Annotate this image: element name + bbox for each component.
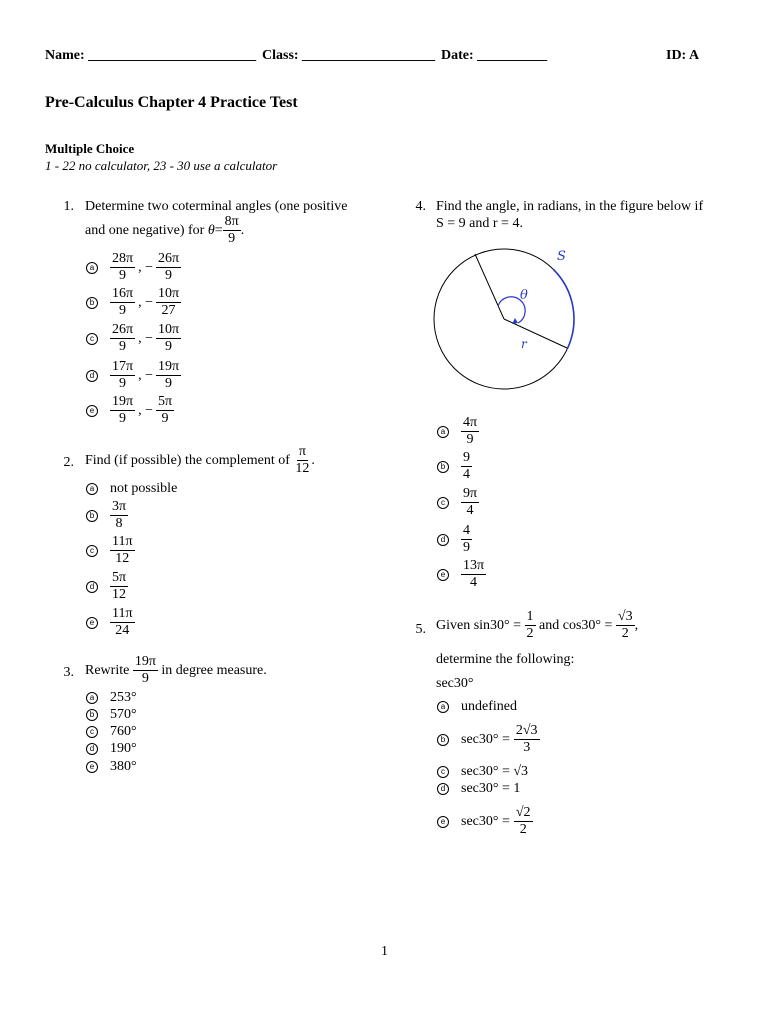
- choice-separator: , −: [138, 294, 153, 310]
- answer-choice-e[interactable]: [110, 607, 135, 638]
- answer-choice-d[interactable]: [110, 571, 128, 602]
- answer-choice-d[interactable]: [461, 781, 520, 797]
- numerator: 11π: [112, 534, 133, 549]
- question-text: [85, 655, 267, 686]
- cos-fraction: [616, 610, 635, 641]
- choice-text: 760°: [110, 724, 137, 739]
- denominator: 9: [228, 231, 236, 246]
- answer-choice-a[interactable]: [110, 252, 181, 283]
- denominator: 4: [463, 467, 470, 482]
- fraction: [156, 395, 174, 426]
- numerator: 16π: [112, 286, 134, 301]
- fraction: [156, 287, 181, 318]
- fraction: [293, 445, 311, 476]
- question-text-line3: sec30°: [436, 676, 474, 691]
- denominator: 9: [119, 339, 127, 354]
- question-text-line1: Find the angle, in radians, in the figure below if: [436, 199, 704, 214]
- fraction: [110, 571, 128, 602]
- given-cos: and cos30° =: [539, 617, 613, 633]
- arc-s: [554, 270, 574, 349]
- choice-prefix: sec30° =: [461, 813, 510, 829]
- answer-bubble[interactable]: e: [86, 761, 98, 773]
- angle-arrow-icon: [512, 318, 518, 324]
- choice-prefix: sec30° =: [461, 731, 510, 747]
- answer-choice-a[interactable]: [461, 699, 517, 715]
- numerator: 9: [463, 450, 470, 465]
- comma: ,: [634, 617, 639, 633]
- answer-bubble[interactable]: a: [86, 692, 98, 704]
- class-field-label: Class: ___________________: [262, 48, 436, 63]
- circle-figure: [425, 240, 590, 400]
- answer-bubble[interactable]: c: [86, 333, 98, 345]
- answer-bubble[interactable]: b: [86, 510, 98, 522]
- fraction: [514, 806, 533, 837]
- fraction: [110, 252, 135, 283]
- denominator: 9: [119, 268, 127, 283]
- choice-text: 190°: [110, 741, 137, 756]
- denominator: 2: [621, 626, 629, 641]
- sin-fraction: [525, 610, 536, 641]
- answer-bubble[interactable]: d: [86, 743, 98, 755]
- answer-choice-c[interactable]: [461, 764, 528, 780]
- fraction: [110, 500, 128, 531]
- choice-text: sec30° = √3: [461, 764, 529, 779]
- fraction: [461, 559, 486, 590]
- answer-bubble[interactable]: c: [437, 497, 449, 509]
- denominator: 2: [526, 626, 534, 641]
- numerator: 28π: [112, 251, 134, 266]
- theta-symbol: θ: [207, 222, 215, 238]
- radius-label: r: [521, 337, 527, 351]
- fraction: [110, 535, 135, 566]
- choice-separator: , −: [138, 367, 153, 383]
- denominator: 24: [115, 623, 130, 638]
- denominator: 9: [165, 376, 173, 391]
- numerator: 26π: [157, 251, 180, 266]
- denominator: 9: [119, 411, 127, 426]
- answer-choice-a[interactable]: [110, 690, 137, 706]
- fraction: [156, 323, 181, 354]
- numerator: 2√3: [515, 723, 538, 738]
- numerator: 17π: [112, 359, 134, 374]
- question-text-before: Rewrite: [85, 662, 130, 678]
- answer-bubble[interactable]: d: [437, 783, 449, 795]
- numerator: 5π: [157, 394, 173, 409]
- section-instructions: 1 - 22 no calculator, 23 - 30 use a calculator: [45, 158, 278, 173]
- answer-bubble[interactable]: d: [86, 370, 98, 382]
- date-field-label: Date: __________: [441, 48, 548, 63]
- answer-choice-c[interactable]: [110, 323, 181, 354]
- fraction: [110, 360, 135, 391]
- denominator: 9: [141, 671, 149, 686]
- angle-label: θ: [520, 288, 528, 303]
- numerator: 9π: [463, 486, 478, 501]
- numerator: 13π: [463, 558, 485, 573]
- fraction: [110, 287, 135, 318]
- denominator: 27: [161, 303, 176, 318]
- answer-bubble[interactable]: e: [86, 617, 98, 629]
- numerator: 11π: [112, 606, 133, 621]
- question-text-main: Find (if possible) the complement of: [85, 452, 290, 468]
- denominator: 4: [470, 575, 478, 590]
- answer-choice-e[interactable]: [461, 559, 486, 590]
- answer-choice-a[interactable]: [110, 481, 177, 497]
- section-heading: Multiple Choice: [45, 141, 135, 156]
- fraction: [110, 395, 135, 426]
- answer-choice-b[interactable]: [110, 500, 128, 531]
- denominator: 9: [119, 376, 127, 391]
- numerator: √2: [515, 805, 531, 820]
- radius-line-1: [475, 254, 504, 319]
- numerator: 3π: [112, 499, 127, 514]
- answer-choice-b[interactable]: [461, 451, 472, 482]
- answer-choice-b[interactable]: [110, 287, 181, 318]
- id-label: ID: A: [666, 48, 700, 63]
- choice-text: undefined: [461, 699, 517, 714]
- question-number: 4.: [415, 199, 426, 214]
- numerator: 8π: [224, 214, 239, 229]
- denominator: 12: [112, 587, 127, 602]
- numerator: 10π: [157, 322, 180, 337]
- answer-bubble[interactable]: e: [437, 816, 449, 828]
- answer-bubble[interactable]: c: [86, 545, 98, 557]
- question-text-line1: Determine two coterminal angles (one positive: [85, 199, 348, 214]
- question-text-line1: [436, 610, 638, 641]
- answer-choice-e[interactable]: [461, 806, 533, 837]
- denominator: 12: [295, 461, 310, 476]
- numerator: 19π: [112, 394, 134, 409]
- fraction: [223, 215, 241, 246]
- answer-choice-e[interactable]: [110, 395, 174, 426]
- answer-bubble[interactable]: b: [437, 734, 449, 746]
- page-number: 1: [381, 944, 388, 959]
- fraction: [461, 451, 472, 482]
- fraction: [133, 655, 158, 686]
- question-text-after: in degree measure.: [161, 662, 267, 678]
- question-text: [85, 445, 315, 476]
- denominator: 9: [165, 268, 173, 283]
- numerator: 5π: [112, 570, 127, 585]
- numerator: 26π: [112, 322, 134, 337]
- fraction: [461, 487, 479, 518]
- answer-choice-b[interactable]: [461, 724, 540, 755]
- answer-choice-c[interactable]: [461, 487, 479, 518]
- question-text-line2: S = 9 and r = 4.: [436, 216, 523, 231]
- numerator: √3: [617, 609, 633, 624]
- answer-bubble[interactable]: e: [437, 569, 449, 581]
- choice-text: not possible: [110, 481, 178, 496]
- given-sin: Given sin30° =: [436, 617, 522, 633]
- denominator: 8: [115, 516, 123, 531]
- question-number: 2.: [63, 455, 74, 470]
- answer-bubble[interactable]: a: [437, 701, 449, 713]
- fraction: [461, 524, 472, 555]
- fraction: [514, 724, 540, 755]
- question-text-line2: [85, 215, 244, 246]
- denominator: 12: [115, 551, 130, 566]
- answer-bubble[interactable]: b: [437, 461, 449, 473]
- question-number: 1.: [63, 199, 74, 214]
- fraction: [110, 323, 135, 354]
- fraction: [461, 416, 479, 447]
- answer-bubble[interactable]: e: [86, 405, 98, 417]
- denominator: 2: [519, 822, 527, 837]
- answer-choice-b[interactable]: [110, 707, 137, 723]
- choice-text: 570°: [110, 707, 137, 722]
- denominator: 9: [463, 540, 470, 555]
- answer-choice-d[interactable]: [461, 524, 472, 555]
- denominator: 9: [161, 411, 169, 426]
- name-field-label: Name: ________________________: [45, 48, 257, 63]
- numerator: 19π: [157, 359, 180, 374]
- fraction: [156, 252, 181, 283]
- answer-bubble[interactable]: b: [86, 709, 98, 721]
- choice-separator: , −: [138, 402, 153, 418]
- denominator: 3: [523, 740, 531, 755]
- answer-bubble[interactable]: a: [86, 262, 98, 274]
- numerator: 1: [526, 609, 534, 624]
- numerator: 19π: [134, 654, 156, 669]
- answer-bubble[interactable]: d: [437, 534, 449, 546]
- answer-choice-c[interactable]: [110, 535, 135, 566]
- numerator: 4π: [463, 415, 478, 430]
- denominator: 4: [466, 503, 474, 518]
- denominator: 9: [466, 432, 474, 447]
- choice-separator: , −: [138, 259, 153, 275]
- equals-sign: =: [214, 222, 223, 238]
- denominator: 9: [119, 303, 127, 318]
- answer-choice-a[interactable]: [461, 416, 479, 447]
- numerator: π: [298, 444, 306, 459]
- denominator: 9: [165, 339, 173, 354]
- numerator: 4: [463, 523, 470, 538]
- answer-choice-d[interactable]: [110, 360, 181, 391]
- answer-bubble[interactable]: c: [437, 766, 449, 778]
- answer-choice-c[interactable]: [110, 724, 137, 740]
- question-text: and one negative) for: [85, 222, 205, 238]
- answer-bubble[interactable]: a: [437, 426, 449, 438]
- answer-bubble[interactable]: a: [86, 483, 98, 495]
- choice-text: 380°: [110, 759, 137, 774]
- question-number: 5.: [415, 622, 426, 637]
- fraction: [156, 360, 181, 391]
- choice-text: sec30° = 1: [461, 781, 521, 796]
- arc-label: S: [557, 249, 566, 264]
- question-number: 3.: [63, 665, 74, 680]
- choice-text: 253°: [110, 690, 137, 705]
- numerator: 10π: [157, 286, 180, 301]
- answer-choice-e[interactable]: [110, 759, 137, 775]
- period: .: [311, 452, 315, 468]
- period: .: [240, 222, 245, 238]
- fraction: [110, 607, 135, 638]
- choice-separator: , −: [138, 330, 153, 346]
- page-title: Pre-Calculus Chapter 4 Practice Test: [45, 94, 298, 111]
- answer-bubble[interactable]: b: [86, 297, 98, 309]
- answer-choice-d[interactable]: [110, 741, 137, 757]
- answer-bubble[interactable]: d: [86, 581, 98, 593]
- question-text-line2: determine the following:: [436, 652, 575, 667]
- answer-bubble[interactable]: c: [86, 726, 98, 738]
